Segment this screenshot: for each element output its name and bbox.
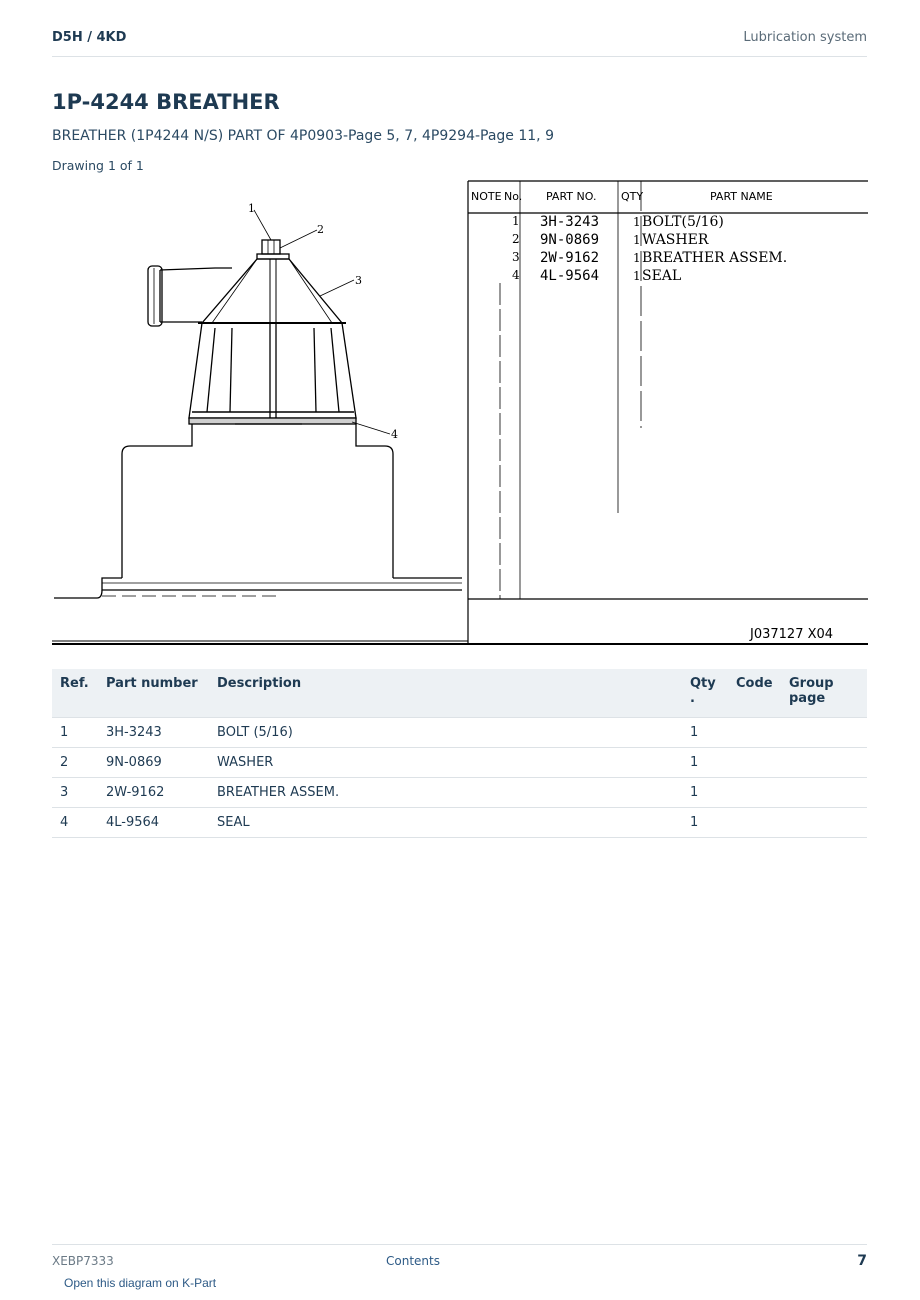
drawing-row-name: WASHER xyxy=(642,232,709,248)
drawing-row xyxy=(512,250,787,266)
cell-code xyxy=(728,748,781,778)
model-label: D5H / 4KD xyxy=(52,30,127,45)
parts-table xyxy=(52,669,867,838)
header-description: Description xyxy=(209,669,682,718)
header-ref: Ref. xyxy=(52,669,98,718)
cell-qty: 1 xyxy=(682,808,728,838)
cell-part-number: 9N-0869 xyxy=(98,748,209,778)
drawing-row-part-no: 9N-0869 xyxy=(540,232,600,248)
callout-2: 2 xyxy=(317,223,324,236)
table-row xyxy=(52,778,867,808)
cell-ref: 4 xyxy=(52,808,98,838)
parts-drawing xyxy=(52,178,868,648)
page-footer xyxy=(52,1244,867,1275)
cell-qty: 1 xyxy=(682,748,728,778)
kpart-link[interactable]: Open this diagram on K-Part xyxy=(64,1276,217,1290)
callout-3: 3 xyxy=(355,274,362,287)
callout-1: 1 xyxy=(248,202,255,215)
drawing-row-no: 1 xyxy=(512,214,520,228)
cell-description: SEAL xyxy=(209,808,682,838)
breather-diagram xyxy=(52,178,868,648)
cell-ref: 1 xyxy=(52,718,98,748)
drawing-row-no: 4 xyxy=(512,268,520,282)
section-label: Lubrication system xyxy=(743,30,867,45)
page-title: 1P-4244 BREATHER xyxy=(52,90,280,114)
cell-group-page xyxy=(781,718,867,748)
cell-code xyxy=(728,808,781,838)
cell-description: BREATHER ASSEM. xyxy=(209,778,682,808)
washer-shape xyxy=(257,254,289,259)
page-subtitle: BREATHER (1P4244 N/S) PART OF 4P0903-Page 5, 7, 4P9294-Page 11, 9 xyxy=(52,128,554,144)
drawing-row-part-no: 3H-3243 xyxy=(540,214,600,230)
drawing-row-name: BREATHER ASSEM. xyxy=(642,250,788,266)
cell-part-number: 3H-3243 xyxy=(98,718,209,748)
drawing-row-name: BOLT(5/16) xyxy=(642,214,724,230)
drawing-code: J037127 X04 xyxy=(750,627,834,642)
drawing-header-part-name: PART NAME xyxy=(710,190,773,203)
cell-description: WASHER xyxy=(209,748,682,778)
drawing-row-qty: 1 xyxy=(633,233,641,247)
drawing-row xyxy=(512,268,681,284)
cell-description: BOLT (5/16) xyxy=(209,718,682,748)
header-part-number: Part number xyxy=(98,669,209,718)
header-group-page: Group page xyxy=(781,669,867,718)
cell-group-page xyxy=(781,808,867,838)
cell-group-page xyxy=(781,778,867,808)
drawing-row-no: 2 xyxy=(512,232,520,246)
drawing-row-qty: 1 xyxy=(633,215,641,229)
parts-table-header xyxy=(52,669,867,718)
page-header xyxy=(52,28,867,57)
cell-code xyxy=(728,778,781,808)
drawing-count: Drawing 1 of 1 xyxy=(52,158,144,173)
breather-illustration xyxy=(54,240,462,598)
bolt-shape xyxy=(262,240,280,254)
drawing-row xyxy=(512,232,709,248)
cell-group-page xyxy=(781,748,867,778)
drawing-header-note: NOTE xyxy=(471,190,502,203)
contents-link[interactable]: Contents xyxy=(386,1254,440,1268)
drawing-row-part-no: 4L-9564 xyxy=(540,268,600,284)
drawing-row-name: SEAL xyxy=(642,268,682,284)
drawing-row-qty: 1 xyxy=(633,251,641,265)
document-id: XEBP7333 xyxy=(52,1254,114,1268)
drawing-row-no: 3 xyxy=(512,250,520,264)
cell-ref: 2 xyxy=(52,748,98,778)
header-qty: Qty . xyxy=(682,669,728,718)
table-row xyxy=(52,718,867,748)
cell-code xyxy=(728,718,781,748)
drawing-header-no: No. xyxy=(504,190,523,203)
header-code: Code xyxy=(728,669,781,718)
cell-qty: 1 xyxy=(682,718,728,748)
callout-4: 4 xyxy=(391,428,398,441)
cell-ref: 3 xyxy=(52,778,98,808)
table-row xyxy=(52,748,867,778)
drawing-row-part-no: 2W-9162 xyxy=(540,250,600,266)
drawing-row-qty: 1 xyxy=(633,269,641,283)
seal-shape xyxy=(189,418,356,424)
cell-part-number: 4L-9564 xyxy=(98,808,209,838)
drawing-header-part-no: PART NO. xyxy=(546,190,597,203)
cell-part-number: 2W-9162 xyxy=(98,778,209,808)
table-row xyxy=(52,808,867,838)
page-number: 7 xyxy=(857,1253,867,1269)
drawing-header-qty: QTY xyxy=(621,190,644,203)
cell-qty: 1 xyxy=(682,778,728,808)
